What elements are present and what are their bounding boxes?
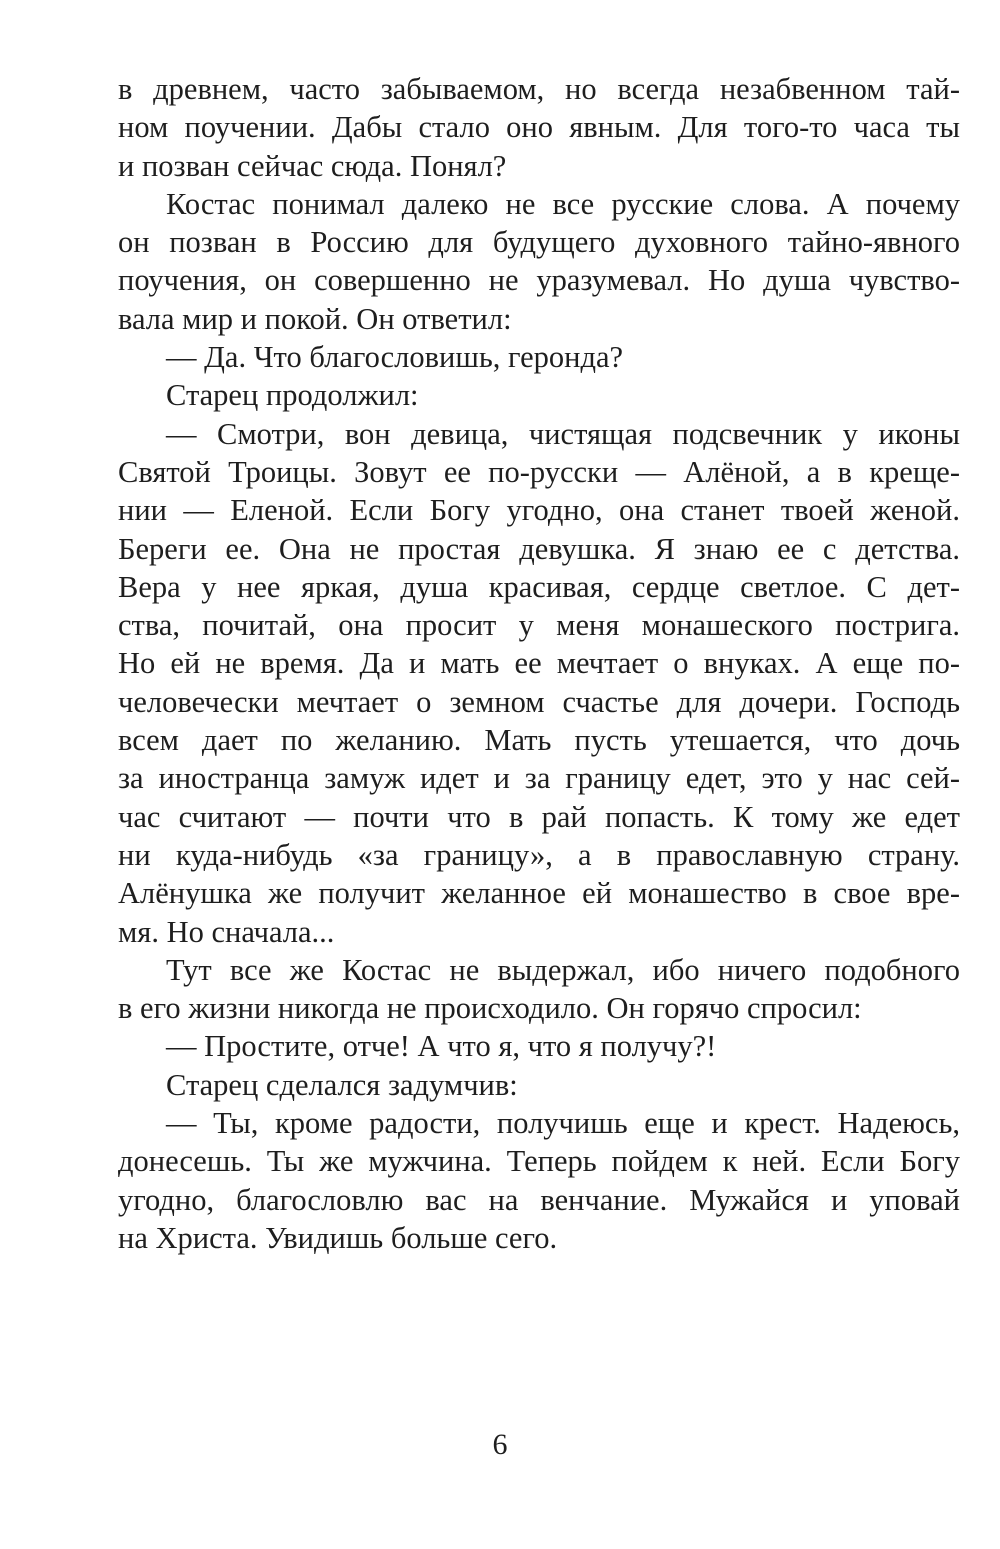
text-line: и позван сейчас сюда. Понял? <box>118 148 507 183</box>
text-line: человечески мечтает о земном счастье для дочери. Господь <box>118 684 960 719</box>
text-line: он позван в Россию для будущего духовного тайно-явного <box>118 225 960 260</box>
text-line: Святой Троицы. Зовут ее по-русски — Алёной, а в креще- <box>118 454 960 489</box>
text-line: Вера у нее яркая, душа красивая, сердце светлое. С дет- <box>118 569 960 604</box>
text-line: всем дает по желанию. Мать пусть утешается, что дочь <box>118 723 960 758</box>
text-line: нии — Еленой. Если Богу угодно, она станет твоей женой. <box>118 493 960 528</box>
text-line: Алёнушка же получит желанное ей монашество в свое вре- <box>118 876 960 911</box>
text-line: за иностранца замуж идет и за границу едет, это у нас сей- <box>118 761 960 796</box>
text-line: — Простите, отче! А что я, что я получу?! <box>166 1029 717 1064</box>
text-line: поучения, он совершенно не уразумевал. Но душа чувство- <box>118 263 960 298</box>
text-line: ни куда-нибудь «за границу», а в православную страну. <box>118 837 960 872</box>
text-line: час считают — почти что в рай попасть. К тому же едет <box>118 799 960 834</box>
text-line: мя. Но сначала... <box>118 914 335 949</box>
text-line: ном поучении. Дабы стало оно явным. Для того-то часа ты <box>118 110 960 145</box>
text-line: в его жизни никогда не происходило. Он горячо спросил: <box>118 991 862 1026</box>
text-line: на Христа. Увидишь больше сего. <box>118 1220 558 1255</box>
text-line: угодно, благословлю вас на венчание. Мужайся и уповай <box>118 1182 960 1217</box>
text-line: Старец сделался задумчив: <box>166 1067 518 1102</box>
text-line: донесешь. Ты же мужчина. Теперь пойдем к ней. Если Богу <box>118 1144 960 1179</box>
text-line: Но ей не время. Да и мать ее мечтает о внуках. А еще по- <box>118 646 960 681</box>
text-line: Костас понимал далеко не все русские слова. А почему <box>166 186 960 221</box>
page-number: 6 <box>492 1428 508 1461</box>
text-line: Береги ее. Она не простая девушка. Я знаю ее с детства. <box>118 531 960 566</box>
text-line: в древнем, часто забываемом, но всегда незабвенном тай- <box>118 72 960 106</box>
text-line: ства, почитай, она просит у меня монашеского пострига. <box>118 608 960 643</box>
body-text <box>118 70 960 1257</box>
text-line: вала мир и покой. Он ответил: <box>118 301 512 336</box>
text-line: Старец продолжил: <box>166 378 419 413</box>
text-line: — Да. Что благословишь, геронда? <box>166 340 624 375</box>
text-line: — Смотри, вон девица, чистящая подсвечник у иконы <box>166 416 960 451</box>
text-line: Тут все же Костас не выдержал, ибо ничего подобного <box>166 952 960 987</box>
text-line: — Ты, кроме радости, получишь еще и крест. Надеюсь, <box>166 1106 960 1141</box>
